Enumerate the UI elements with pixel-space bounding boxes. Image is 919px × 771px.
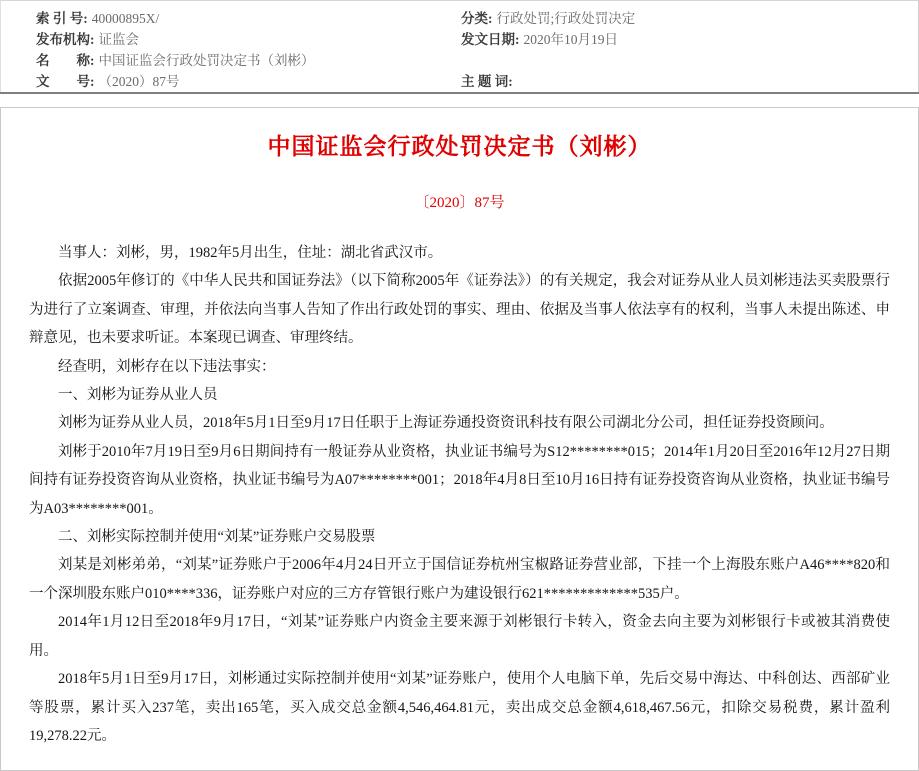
- document-body: [29, 239, 890, 750]
- meta-row-issuing-agency: [36, 29, 461, 50]
- paragraph-account-details: 刘某是刘彬弟弟，“刘某”证券账户于2006年4月24日开立于国信证券杭州宝椒路证券营业部，下挂一个上海股东账户A46****820和一个深圳股东账户010****336，证券账户对应的三方存管银行账户为建设银行621*************535户。: [29, 557, 890, 602]
- index-number-label: 索 引 号:: [36, 11, 88, 26]
- category-value: 行政处罚;行政处罚决定: [496, 11, 636, 26]
- paragraph-section-one-heading: 一、刘彬为证券从业人员: [58, 387, 218, 404]
- meta-row-index-number: [36, 8, 461, 29]
- category-label: 分类:: [461, 11, 493, 26]
- meta-right-column: [461, 8, 918, 92]
- meta-row-category: [461, 8, 918, 29]
- meta-row-document-name: [36, 50, 461, 71]
- document-number-heading: 〔2020〕87号: [414, 195, 505, 211]
- paragraph-legal-basis: 依据2005年修订的《中华人民共和国证券法》（以下简称2005年《证券法》）的有关规定，我会对证券从业人员刘彬违法买卖股票行为进行了立案调查、审理，并依法向当事人告知了作出行政处罚的事实、理由、依据及当事人依法享有的权利，当事人未提出陈述、申辩意见，也未要求听证。本案现已调查、审理终结。: [29, 273, 890, 347]
- paragraph-parties: 当事人：刘彬，男，1982年5月出生，住址：湖北省武汉市。: [58, 245, 443, 261]
- document-title: 中国证监会行政处罚决定书（刘彬）: [267, 134, 652, 159]
- meta-row-issue-date: [461, 29, 918, 50]
- paragraph-employment: 刘彬为证券从业人员，2018年5月1日至9月17日任职于上海证券通投资资讯科技有限公司湖北分公司，担任证券投资顾问。: [58, 415, 834, 432]
- issuing-agency-label: 发布机构:: [36, 32, 95, 47]
- issuing-agency-value: 证监会: [98, 32, 139, 47]
- meta-left-column: [1, 8, 461, 92]
- document-name-label: 名 称:: [36, 53, 95, 68]
- paragraph-fund-flows: 2014年1月12日至2018年9月17日，“刘某”证券账户内资金主要来源于刘彬银行卡转入，资金去向主要为刘彬银行卡或被其消费使用。: [29, 614, 890, 659]
- document-number-value: （2020）87号: [98, 74, 180, 89]
- index-number-value: 40000895X/: [91, 11, 160, 26]
- paragraph-section-two-heading: 二、刘彬实际控制并使用“刘某”证券账户交易股票: [58, 529, 376, 546]
- paragraph-qualifications: 刘彬于2010年7月19日至9月6日期间持有一般证券从业资格，执业证书编号为S12********015；2014年1月20日至2016年12月27日期间持有证券投资咨询从业资格，执业证书编号为A07********001；2018年4月8日至10月16日持有证券投资咨询从业资格，执业证书编号为A03********001。: [29, 443, 890, 517]
- document-number-label: 文 号:: [36, 74, 95, 89]
- meta-row-spacer: [461, 50, 918, 71]
- paragraph-trading-summary: 2018年5月1日至9月17日，刘彬通过实际控制并使用“刘某”证券账户，使用个人电脑下单，先后交易中海达、中科创达、西部矿业等股票，累计买入237笔，卖出165笔，买入成交总金额4,546,464.81元，卖出成交总金额4,618,467.56元，扣除交易税费，累计盈利19,278.22元。: [29, 671, 890, 744]
- subject-words-label: 主 题 词:: [461, 74, 513, 89]
- document-meta-header: [0, 0, 919, 92]
- paragraph-findings-intro: 经查明，刘彬存在以下违法事实：: [58, 358, 276, 375]
- issue-date-label: 发文日期:: [461, 32, 520, 47]
- issue-date-value: 2020年10月19日: [523, 32, 618, 47]
- meta-row-subject-words: [461, 71, 918, 92]
- meta-row-document-number: [36, 71, 461, 92]
- document-content-box: [0, 107, 919, 771]
- header-separator-line: [0, 92, 919, 94]
- document-name-value: 中国证监会行政处罚决定书（刘彬）: [98, 53, 315, 68]
